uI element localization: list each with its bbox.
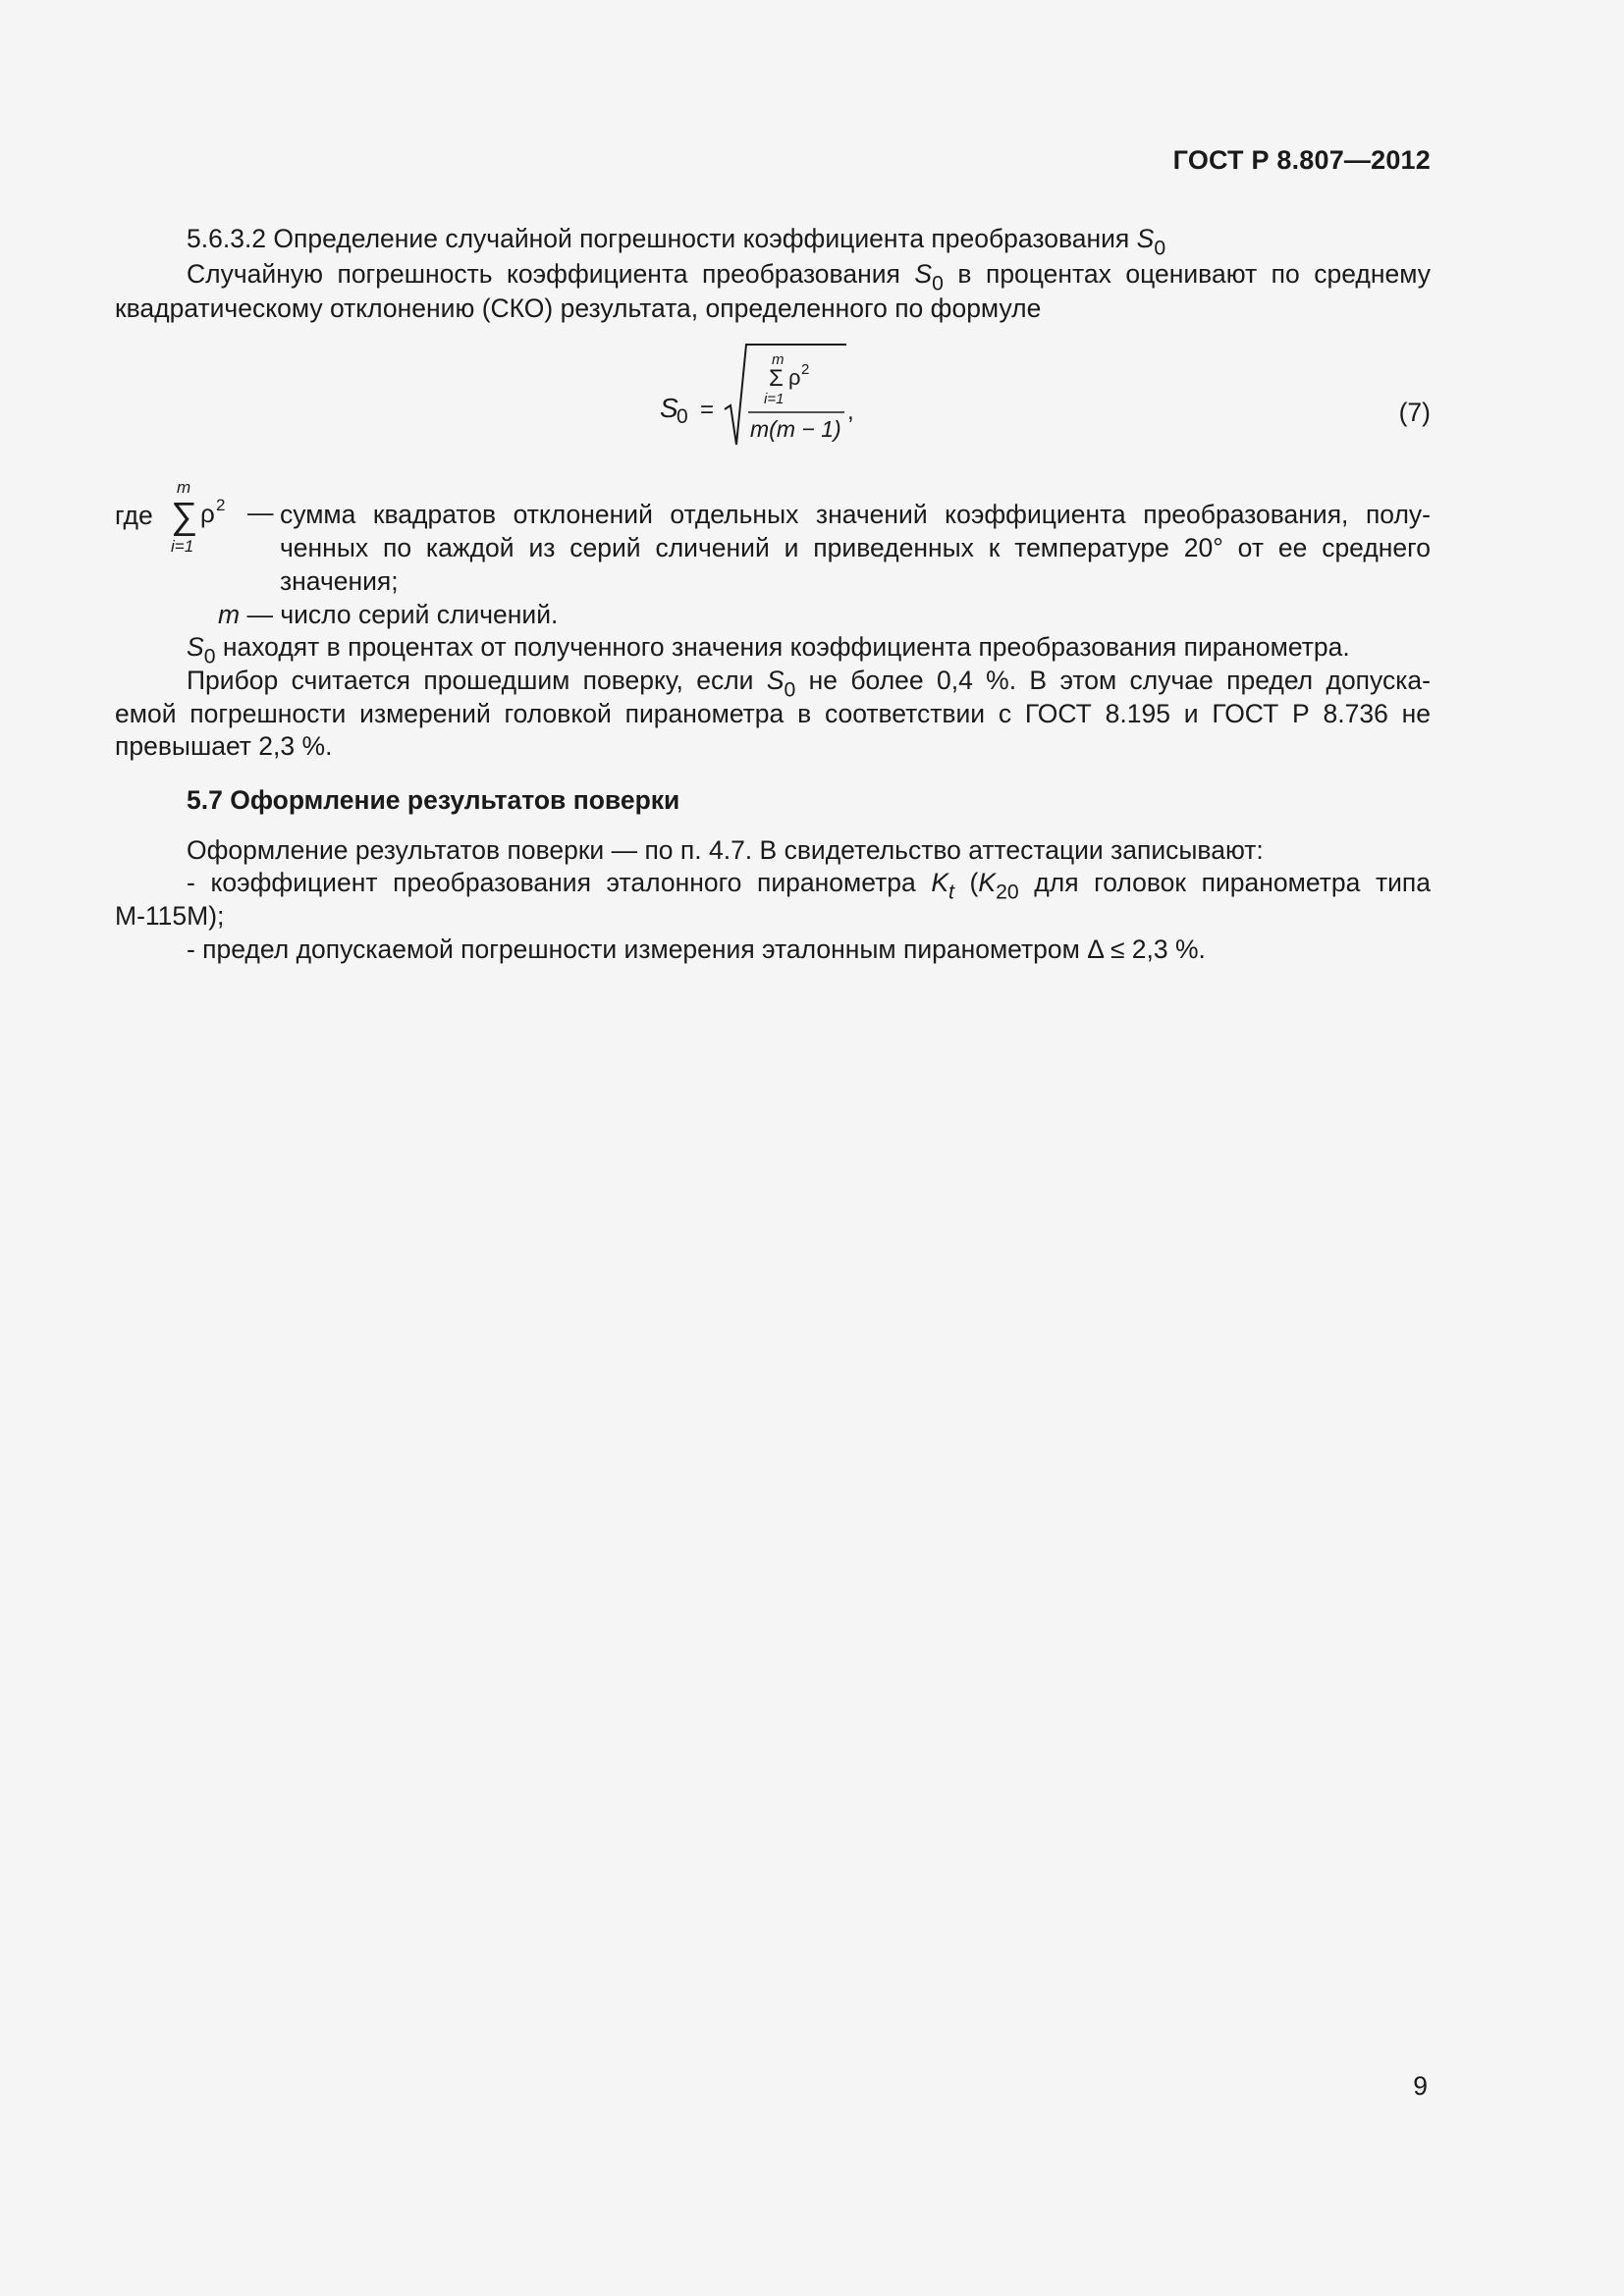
- formula-lhs: S: [660, 393, 678, 423]
- list-item-coefficient-line2: М-115М);: [115, 901, 225, 931]
- paragraph-text: в процентах оценивают по среднему: [957, 259, 1431, 289]
- section-5-7-paragraph: Оформление результатов поверки — по п. 4.7. В свидетельство аттестации записывают:: [187, 835, 1264, 865]
- where-sum-bottom: i=1: [171, 537, 194, 556]
- paragraph-s0-percent: [187, 630, 1431, 668]
- where-line-3: значения;: [280, 566, 399, 596]
- m-symbol: m: [218, 600, 241, 629]
- where-power: 2: [216, 496, 226, 514]
- formula-denominator: m(m − 1): [750, 416, 841, 442]
- k20-symbol: K: [978, 868, 997, 897]
- s0-symbol: S: [187, 632, 204, 662]
- where-rho: ρ: [200, 499, 215, 528]
- formula-sum-top: m: [772, 351, 785, 368]
- where-description: [280, 498, 1431, 598]
- formula-sum-bottom: i=1: [764, 391, 785, 407]
- section-5-6-3-2-title: [187, 222, 1431, 260]
- m-definition-text: — число серий сличений.: [246, 600, 559, 629]
- paragraph-text: находят в процентах от полученного значения коэффициента преобразования пиранометра.: [222, 632, 1350, 662]
- where-sum-symbol: [165, 477, 239, 556]
- s0-symbol: S: [1136, 224, 1155, 253]
- k20-subscript: 20: [996, 881, 1019, 904]
- where-sum-svg: [165, 477, 239, 556]
- list-item-text: - коэффициент преобразования эталонного пиранометра: [187, 868, 916, 897]
- where-m-definition: [218, 598, 1534, 631]
- s0-symbol: S: [766, 666, 785, 695]
- paren-open: (: [969, 868, 979, 897]
- paragraph-text: Случайную погрешность коэффициента преобразования: [187, 259, 900, 289]
- paragraph-random-error-line2: квадратическому отклонению (СКО) результата, определенного по формуле: [115, 294, 1042, 323]
- paragraph-verify-line3: превышает 2,3 %.: [115, 731, 333, 761]
- formula-equals: =: [700, 397, 715, 423]
- formula-7: [658, 339, 913, 456]
- kt-symbol: K: [931, 868, 949, 897]
- where-label: где: [115, 501, 153, 530]
- s0-subscript: 0: [932, 272, 944, 295]
- where-sum-sign: ∑: [171, 496, 198, 537]
- paragraph-text: не более 0,4 %. В этом случае предел допуска-: [808, 666, 1431, 695]
- where-line-1: сумма квадратов отклонений отдельных значений коэффициента преобразования, полу-: [280, 500, 1431, 529]
- where-line-2: ченных по каждой из серий сличений и приведенных к температуре 20° от ее среднего: [280, 533, 1431, 562]
- list-item-coefficient: [187, 866, 1431, 904]
- s0-subscript: 0: [784, 678, 796, 702]
- formula-sum-sign: Σ: [769, 365, 784, 392]
- formula-rho: ρ: [788, 365, 801, 390]
- section-title-text: 5.6.3.2 Определение случайной погрешности коэффициента преобразования: [187, 224, 1130, 253]
- kt-subscript: t: [948, 881, 954, 904]
- paragraph-verify-line2: емой погрешности измерений головкой пиранометра в соответствии с ГОСТ 8.195 и ГОСТ Р 8.736 не: [115, 699, 1431, 728]
- section-5-7-title: 5.7 Оформление результатов поверки: [187, 785, 680, 815]
- formula-lhs-sub: 0: [677, 405, 688, 428]
- formula-number: (7): [1398, 398, 1431, 427]
- list-item-text: для головок пиранометра типа: [1034, 868, 1431, 897]
- paragraph-random-error-line1: [187, 257, 1431, 295]
- formula-svg: [658, 339, 913, 456]
- s0-subscript: 0: [1154, 237, 1166, 260]
- page-number: 9: [1413, 2071, 1428, 2101]
- list-item-error-limit: - предел допускаемой погрешности измерения эталонным пиранометром Δ ≤ 2,3 %.: [187, 934, 1206, 964]
- where-sum-top: m: [177, 478, 191, 497]
- s0-subscript: 0: [203, 645, 216, 668]
- document-code-header: ГОСТ Р 8.807—2012: [1172, 145, 1431, 175]
- formula-trail: ,: [847, 399, 854, 425]
- paragraph-text: Прибор считается прошедшим поверку, если: [187, 666, 754, 695]
- s0-symbol: S: [914, 259, 933, 289]
- formula-power: 2: [801, 361, 810, 378]
- where-dash: —: [247, 498, 274, 527]
- paragraph-verify-line1: [187, 664, 1431, 702]
